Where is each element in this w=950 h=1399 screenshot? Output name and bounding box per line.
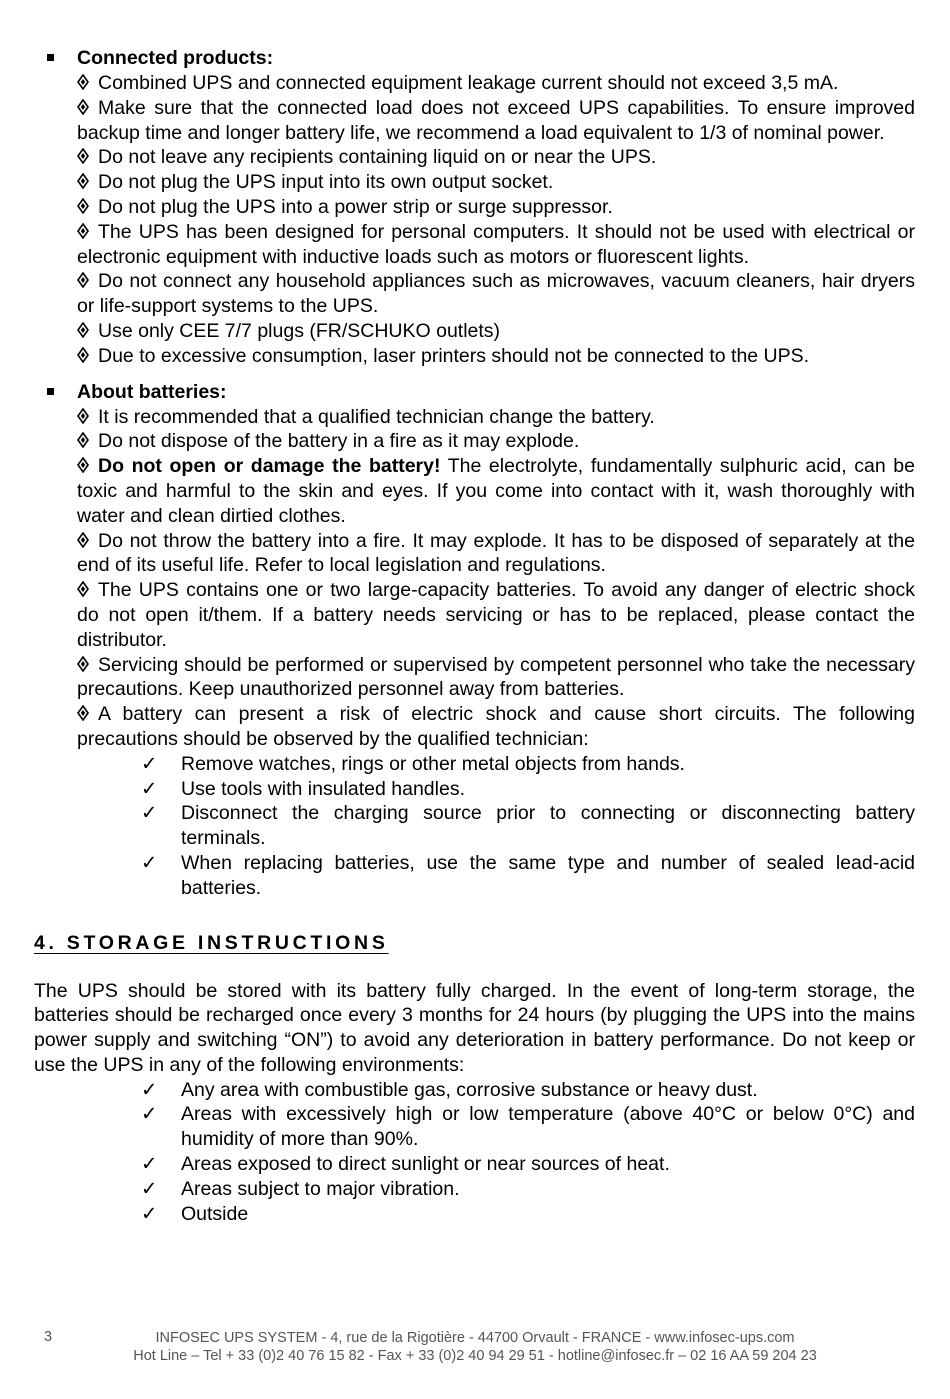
storage-section-title: 4. STORAGE INSTRUCTIONS (34, 931, 389, 954)
list-item: Do not dispose of the battery in a fire as it may explode. (77, 429, 915, 454)
list-item: The UPS has been designed for personal computers. It should not be used with electrical or electronic equipment with inductive loads such as motors or fluorescent lights. (77, 220, 915, 268)
list-item: Due to excessive consumption, laser printers should not be connected to the UPS. (77, 344, 915, 369)
diamond-bullet-icon (77, 170, 98, 195)
list-item: Do not connect any household appliances such as microwaves, vacuum cleaners, hair dryers or life-support systems to the UPS. (77, 270, 915, 318)
warning-bold-text: Do not open or damage the battery! (98, 455, 441, 478)
diamond-bullet-icon (77, 220, 98, 245)
page-footer (0, 1329, 950, 1365)
diamond-bullet-icon (77, 319, 98, 344)
checkmark-icon: ✓ (141, 802, 158, 825)
diamond-bullet-icon (77, 653, 98, 678)
storage-environment-checklist (141, 1078, 915, 1227)
list-item: A battery can present a risk of electric shock and cause short circuits. The following precautions should be observed by the qualified technician: (77, 703, 915, 750)
precautions-checklist (141, 752, 915, 901)
list-item: Do not throw the battery into a fire. It may explode. It has to be disposed of separately at the end of its useful life. Refer to local legislation and regulations. (77, 529, 915, 577)
diamond-bullet-icon (77, 344, 98, 369)
connected-products-section (34, 46, 915, 369)
list-item: Do not plug the UPS input into its own output socket. (77, 170, 915, 195)
diamond-bullet-icon (77, 429, 98, 454)
diamond-bullet-icon (77, 96, 98, 121)
diamond-bullet-icon (77, 145, 98, 170)
about-batteries-section (34, 380, 915, 901)
checkmark-icon: ✓ (141, 1103, 158, 1126)
list-item: Do not open or damage the battery! The electrolyte, fundamentally sulphuric acid, can be toxic and harmful to the skin and eyes. If you come into contact with it, wash thoroughly with water and clean dirtied clothes. (77, 455, 915, 527)
checkmark-icon: ✓ (141, 1202, 158, 1225)
diamond-bullet-icon (77, 578, 98, 603)
list-item: Servicing should be performed or supervised by competent personnel who take the necessary precautions. Keep unauthorized personnel away from batteries. (77, 653, 915, 701)
page-content (34, 46, 915, 1226)
checklist-item: ✓ Use tools with insulated handles. (141, 777, 465, 800)
connected-items (77, 71, 915, 369)
list-item: The UPS contains one or two large-capacity batteries. To avoid any danger of electric shock do not open it/them. If a battery needs servicing or has to be replaced, please contact the distributor. (77, 579, 915, 651)
square-bullet-icon (47, 388, 54, 395)
diamond-bullet-icon (77, 71, 98, 96)
diamond-bullet-icon (77, 195, 98, 220)
diamond-bullet-icon (77, 529, 98, 554)
page-number: 3 (44, 1329, 53, 1345)
checklist-item: ✓ Disconnect the charging source prior to connecting or disconnecting battery terminals. (141, 802, 915, 850)
checkmark-icon: ✓ (141, 1177, 158, 1200)
list-item: Combined UPS and connected equipment leakage current should not exceed 3,5 mA. (77, 71, 915, 96)
section-heading: Connected products: (77, 47, 274, 69)
checklist-item: ✓ Areas with excessively high or low temperature (above 40°C or below 0°C) and humidity of more than 90%. (141, 1103, 915, 1151)
list-item: Do not leave any recipients containing liquid on or near the UPS. (77, 145, 915, 170)
footer-address: INFOSEC UPS SYSTEM - 4, rue de la Rigotière - 44700 Orvault - FRANCE - www.infosec-ups.com (155, 1330, 795, 1346)
diamond-bullet-icon (77, 405, 98, 430)
diamond-bullet-icon (77, 269, 98, 294)
checkmark-icon: ✓ (141, 851, 158, 874)
list-item: Do not plug the UPS into a power strip or surge suppressor. (77, 195, 915, 220)
footer-contact: Hot Line – Tel + 33 (0)2 40 76 15 82 - Fax + 33 (0)2 40 94 29 51 - hotline@infosec.fr – 02 16 AA 59 204 23 (133, 1348, 817, 1364)
checkmark-icon: ✓ (141, 777, 158, 800)
diamond-bullet-icon (77, 454, 98, 479)
list-item: Use only CEE 7/7 plugs (FR/SCHUKO outlets) (77, 319, 915, 344)
checklist-item: ✓ Outside (141, 1202, 249, 1225)
list-item: It is recommended that a qualified technician change the battery. (77, 405, 915, 430)
checkmark-icon: ✓ (141, 1078, 158, 1101)
checklist-item: ✓ Remove watches, rings or other metal objects from hands. (141, 752, 685, 775)
section-heading: About batteries: (77, 380, 227, 403)
square-bullet-icon (47, 54, 54, 61)
diamond-bullet-icon (77, 702, 98, 727)
checklist-item: ✓ Any area with combustible gas, corrosive substance or heavy dust. (141, 1078, 758, 1101)
checklist-item: ✓ Areas exposed to direct sunlight or near sources of heat. (141, 1153, 670, 1176)
checklist-item: ✓ Areas subject to major vibration. (141, 1177, 460, 1200)
checklist-item: ✓ When replacing batteries, use the same type and number of sealed lead-acid batteries. (141, 851, 915, 899)
storage-paragraph: The UPS should be stored with its battery fully charged. In the event of long-term storage, the batteries should be recharged once every 3 months for 24 hours (by plugging the UPS into the mains power supply and switching “ON”) to avoid any deterioration in battery performance. Do not keep or use the UPS in any of the following environments: (34, 979, 915, 1076)
checkmark-icon: ✓ (141, 1153, 158, 1176)
checkmark-icon: ✓ (141, 752, 158, 775)
list-item: Make sure that the connected load does not exceed UPS capabilities. To ensure improved backup time and longer battery life, we recommend a load equivalent to 1/3 of nominal power. (77, 96, 915, 144)
